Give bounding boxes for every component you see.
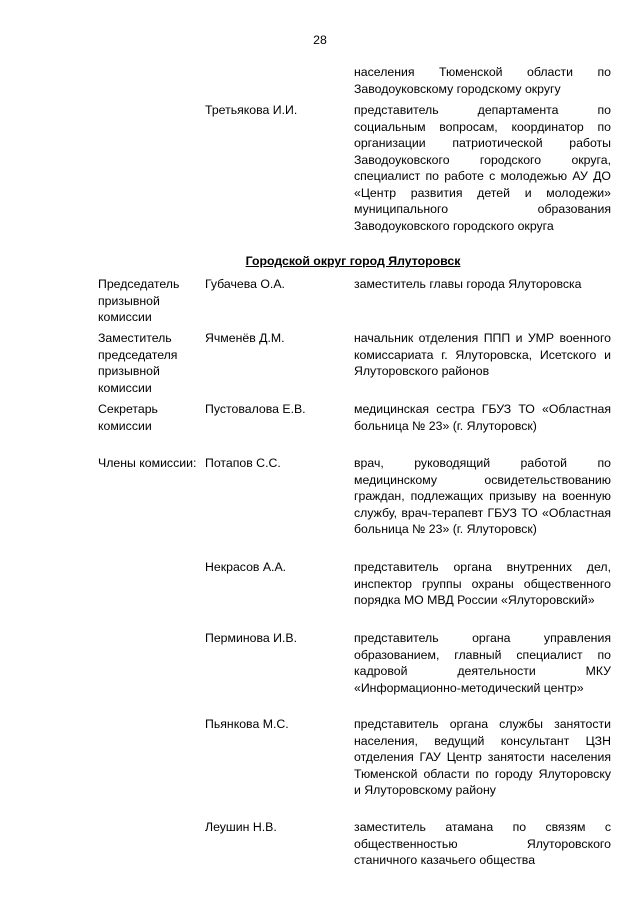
position-description: заместитель атамана по связям с общественностью Ялуторовского станичного казачьего общества: [354, 820, 611, 867]
position-description: медицинская сестра ГБУЗ ТО «Областная больница № 23» (г. Ялуторовск): [354, 402, 611, 433]
position-description: заместитель главы города Ялуторовска: [354, 277, 582, 291]
person-name: Губачева О.А.: [205, 277, 285, 291]
page-number: 28: [313, 33, 327, 47]
role-label: Секретарь комиссии: [98, 402, 158, 433]
person-name: Третьякова И.И.: [205, 103, 298, 117]
person-name: Некрасов А.А.: [205, 560, 287, 574]
section-heading: Городской округ город Ялуторовск: [245, 254, 461, 268]
person-name: Ячменёв Д.М.: [205, 331, 285, 345]
person-name: Потапов С.С.: [205, 456, 281, 470]
position-description: представитель органа службы занятости населения, ведущий консультант ЦЗН отделения ГАУ Центр занятости населения Тюменской области по городу Ялуторовску и Ялуторовскому району: [354, 717, 611, 797]
role-label: Члены комиссии:: [98, 456, 197, 470]
person-name: Перминова И.В.: [205, 631, 297, 645]
role-label: Председатель призывной комиссии: [98, 277, 180, 324]
person-name: Леушин Н.В.: [205, 820, 277, 834]
position-description: представитель органа управления образованием, главный специалист по кадровой деятельности МКУ «Информационно-методический центр»: [354, 631, 611, 695]
position-description: населения Тюменской области по Заводоуковскому городскому округу: [354, 65, 611, 96]
position-description: начальник отделения ППП и УМР военного комиссариата г. Ялуторовска, Исетского и Ялуторовского районов: [354, 331, 611, 378]
person-name: Пустовалова Е.В.: [205, 402, 306, 416]
position-description: представитель органа внутренних дел, инспектор группы охраны общественного порядка МО МВД России «Ялуторовский»: [354, 560, 611, 607]
person-name: Пьянкова М.С.: [205, 717, 289, 731]
position-description: врач, руководящий работой по медицинскому освидетельствованию граждан, подлежащих призыву на военную службу, врач-терапевт ГБУЗ ТО «Областная больница № 23» (г. Ялуторовск): [354, 456, 611, 536]
role-label: Заместитель председателя призывной комиссии: [98, 331, 178, 395]
position-description: представитель департамента по социальным вопросам, координатор по организации патриотической работы Заводоуковского городского округа, специалист по работе с молодежью АУ ДО «Центр развития детей и молодежи» муниципального образования Заводоуковского городского округа: [354, 103, 611, 233]
